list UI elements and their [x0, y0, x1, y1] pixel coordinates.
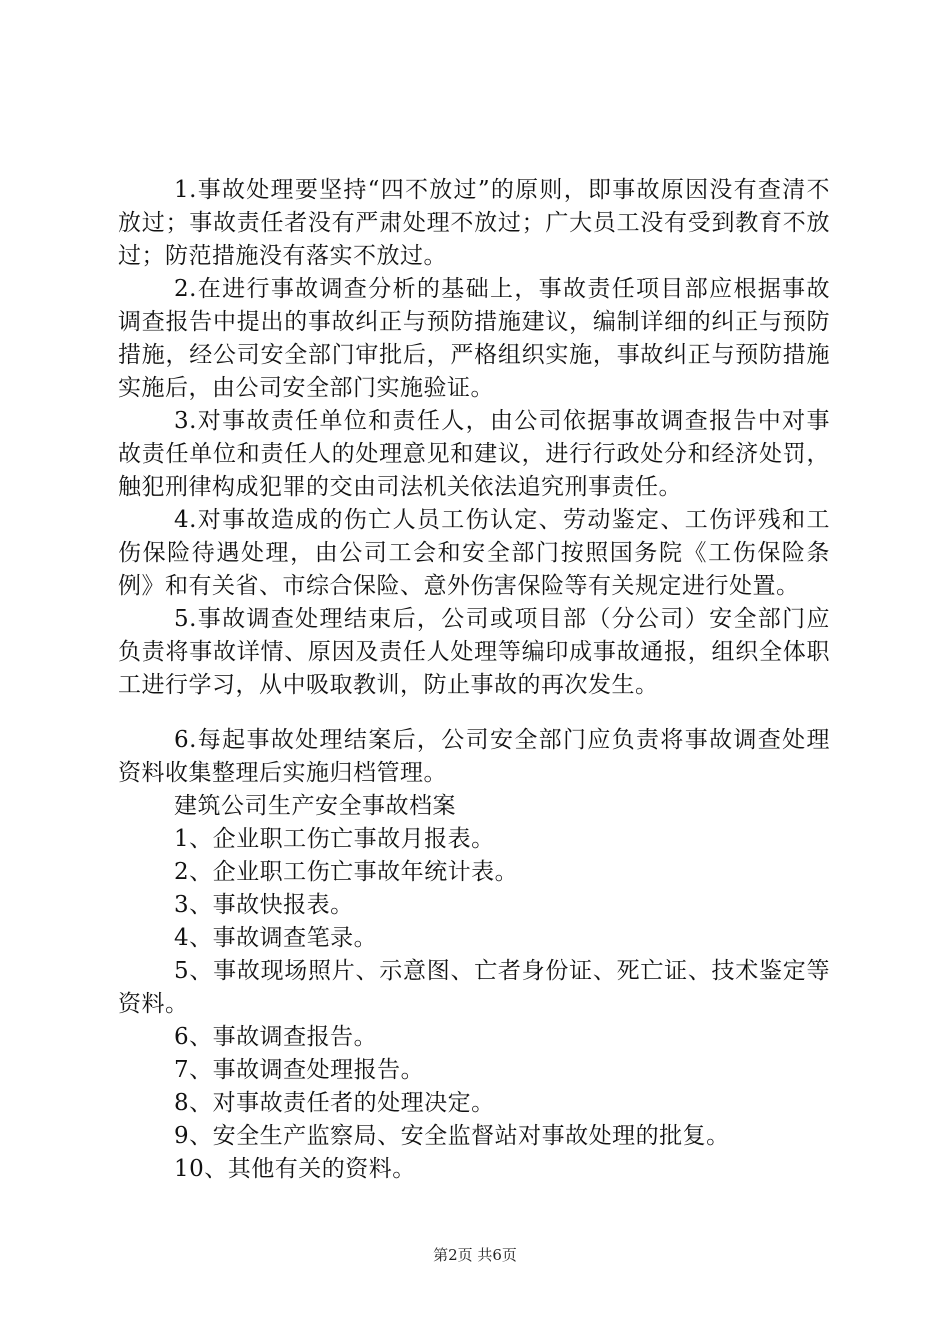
paragraph-archiving: 6.每起事故处理结案后，公司安全部门应负责将事故调查处理资料收集整理后实施归档管理。	[118, 727, 830, 786]
archive-list-item: 2、企业职工伤亡事故年统计表。	[174, 859, 519, 885]
page-number-footer: 第2页 共6页	[433, 1246, 517, 1264]
archive-list-item: 8、对事故责任者的处理决定。	[174, 1090, 495, 1116]
paragraph-injury-handling: 4.对事故造成的伤亡人员工伤认定、劳动鉴定、工伤评残和工伤保险待遇处理，由公司工会和安全部门按照国务院《工伤保险条例》和有关省、市综合保险、意外伤害保险等有关规定进行处置。	[118, 507, 830, 599]
paragraph-responsibility: 3.对事故责任单位和责任人，由公司依据事故调查报告中对事故责任单位和责任人的处理意见和建议，进行行政处分和经济处罚，触犯刑律构成犯罪的交由司法机关依法追究刑事责任。	[118, 408, 830, 500]
archive-list-item: 4、事故调查笔录。	[174, 925, 378, 951]
archive-list-item: 6、事故调查报告。	[174, 1024, 378, 1050]
archive-list-item: 3、事故快报表。	[174, 892, 354, 918]
paragraph-principle: 1.事故处理要坚持“四不放过”的原则，即事故原因没有查清不放过；事故责任者没有严肃处理不放过；广大员工没有受到教育不放过；防范措施没有落实不放过。	[118, 177, 830, 269]
archive-list-item: 9、安全生产监察局、安全监督站对事故处理的批复。	[174, 1123, 730, 1149]
archive-list-title: 建筑公司生产安全事故档案	[174, 793, 456, 819]
document-body	[118, 174, 830, 1186]
paragraph-corrective-measures: 2.在进行事故调查分析的基础上，事故责任项目部应根据事故调查报告中提出的事故纠正与预防措施建议，编制详细的纠正与预防措施，经公司安全部门审批后，严格组织实施，事故纠正与预防措施实施后，由公司安全部门实施验证。	[118, 276, 830, 401]
paragraph-accident-notice: 5.事故调查处理结束后，公司或项目部（分公司）安全部门应负责将事故详情、原因及责任人处理等编印成事故通报，组织全体职工进行学习，从中吸取教训，防止事故的再次发生。	[118, 606, 830, 698]
archive-list-item: 7、事故调查处理报告。	[174, 1057, 425, 1083]
archive-list-item: 10、其他有关的资料。	[174, 1156, 416, 1182]
archive-list-item: 1、企业职工伤亡事故月报表。	[174, 826, 495, 852]
archive-list-item: 5、事故现场照片、示意图、亡者身份证、死亡证、技术鉴定等资料。	[118, 958, 830, 1017]
